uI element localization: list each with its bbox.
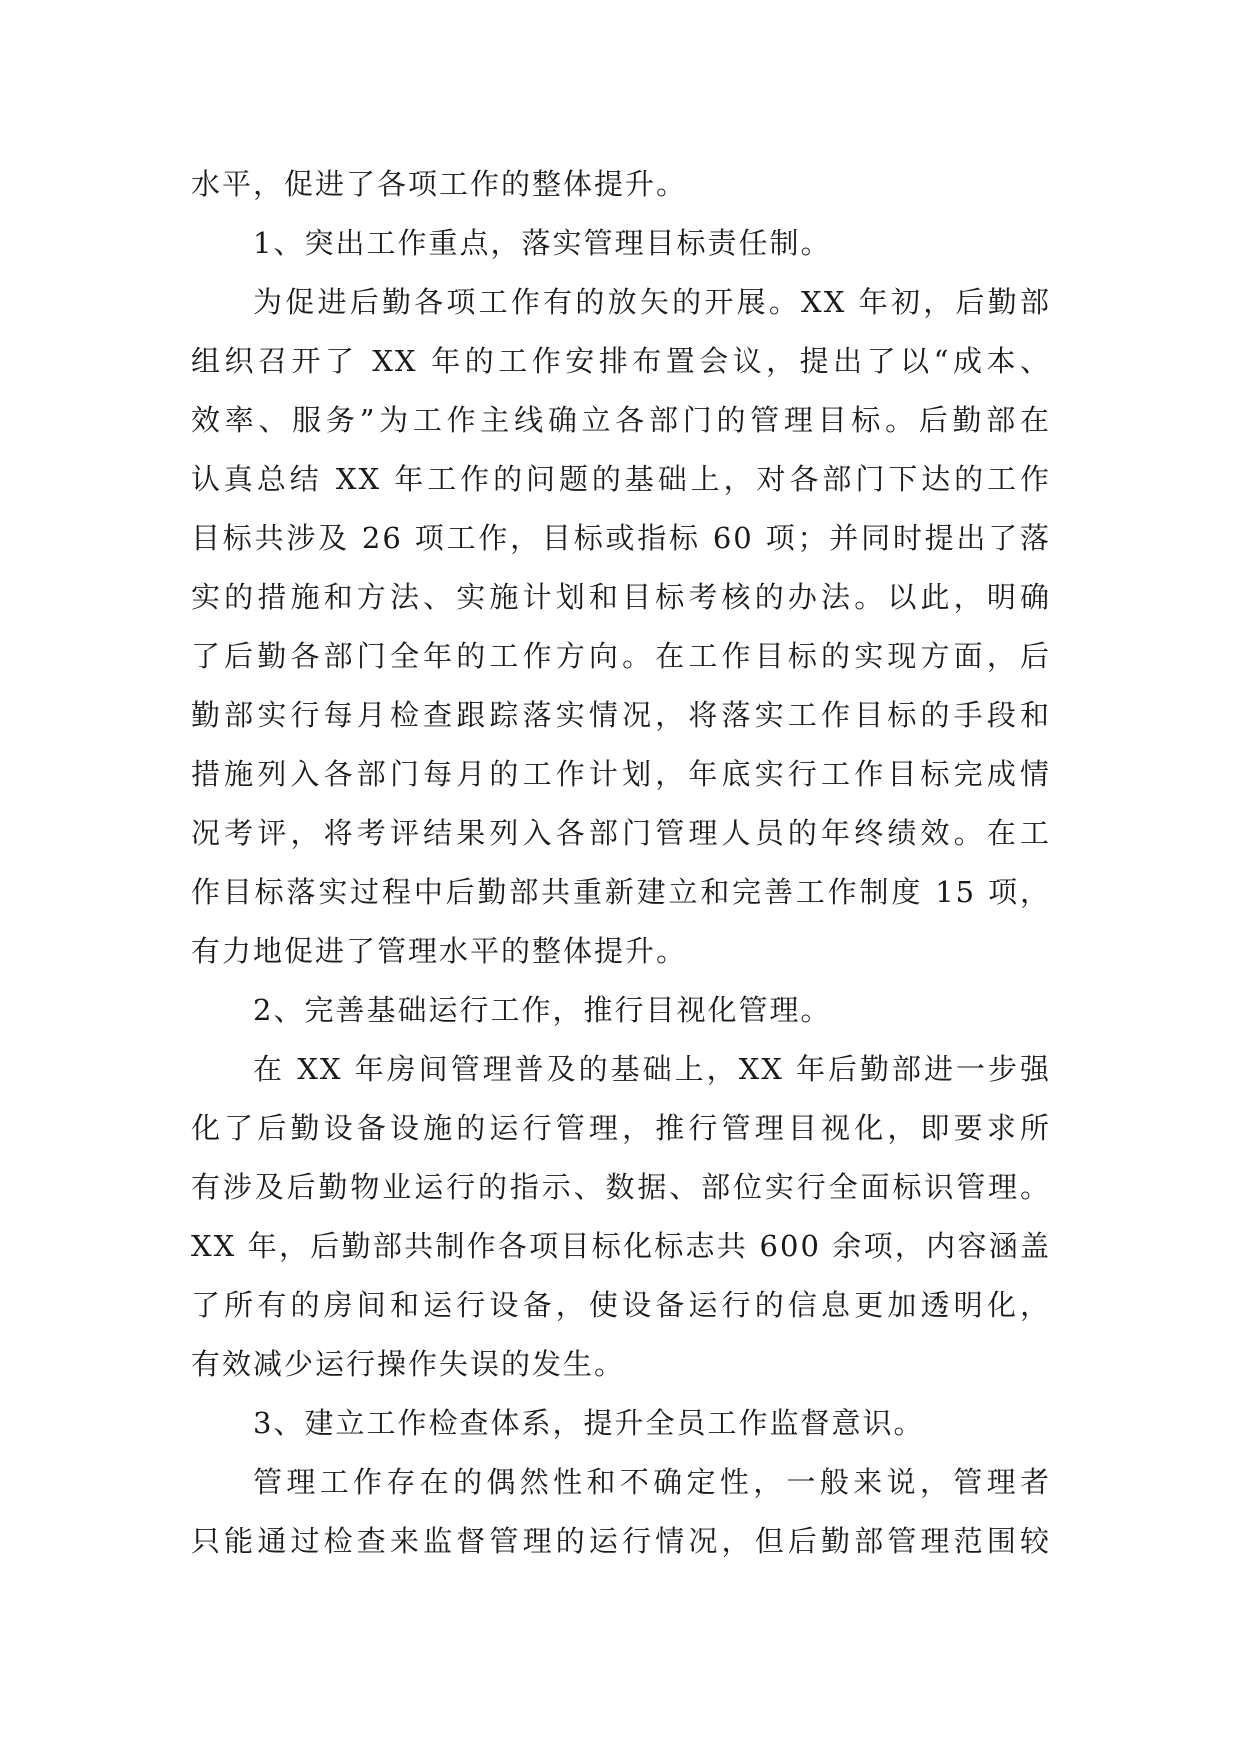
text-line: 有涉及后勤物业运行的指示、数据、部位实行全面标识管理。 (191, 1170, 1051, 1204)
text-line: 况考评，将考评结果列入各部门管理人员的年终绩效。在工 (191, 816, 1051, 850)
text-line: 化了后勤设备设施的运行管理，推行管理目视化，即要求所 (191, 1111, 1051, 1145)
section-heading-3: 3、建立工作检查体系，提升全员工作监督意识。 (253, 1406, 925, 1440)
text-line: 了后勤各部门全年的工作方向。在工作目标的实现方面，后 (191, 639, 1051, 673)
text-line: 实的措施和方法、实施计划和目标考核的办法。以此，明确 (191, 580, 1051, 614)
document-body (191, 155, 1051, 1571)
text-line: 了所有的房间和运行设备，使设备运行的信息更加透明化， (191, 1288, 1051, 1322)
text-line: 组织召开了 XX 年的工作安排布置会议，提出了以“成本、 (191, 344, 1051, 378)
section-heading-2: 2、完善基础运行工作，推行目视化管理。 (253, 993, 832, 1027)
text-line: 为促进后勤各项工作有的放矢的开展。XX 年初，后勤部 (253, 285, 1051, 319)
text-line: 勤部实行每月检查跟踪落实情况，将落实工作目标的手段和 (191, 698, 1051, 732)
text-line: 效率、服务”为工作主线确立各部门的管理目标。后勤部在 (191, 403, 1051, 437)
text-line: XX 年，后勤部共制作各项目标化标志共 600 余项，内容涵盖 (191, 1229, 1051, 1263)
text-line: 措施列入各部门每月的工作计划，年底实行工作目标完成情 (191, 757, 1051, 791)
text-line: 作目标落实过程中后勤部共重新建立和完善工作制度 15 项， (191, 875, 1051, 909)
text-line: 有力地促进了管理水平的整体提升。 (191, 934, 688, 968)
text-line: 管理工作存在的偶然性和不确定性，一般来说，管理者 (253, 1465, 1051, 1499)
section-heading-1: 1、突出工作重点，落实管理目标责任制。 (253, 226, 832, 260)
text-line: 目标共涉及 26 项工作，目标或指标 60 项；并同时提出了落 (191, 521, 1051, 555)
text-line: 有效减少运行操作失误的发生。 (191, 1347, 626, 1381)
text-line: 水平，促进了各项工作的整体提升。 (191, 167, 688, 201)
text-line: 在 XX 年房间管理普及的基础上，XX 年后勤部进一步强 (253, 1052, 1051, 1086)
text-line: 认真总结 XX 年工作的问题的基础上，对各部门下达的工作 (191, 462, 1051, 496)
text-line: 只能通过检查来监督管理的运行情况，但后勤部管理范围较 (191, 1524, 1051, 1558)
